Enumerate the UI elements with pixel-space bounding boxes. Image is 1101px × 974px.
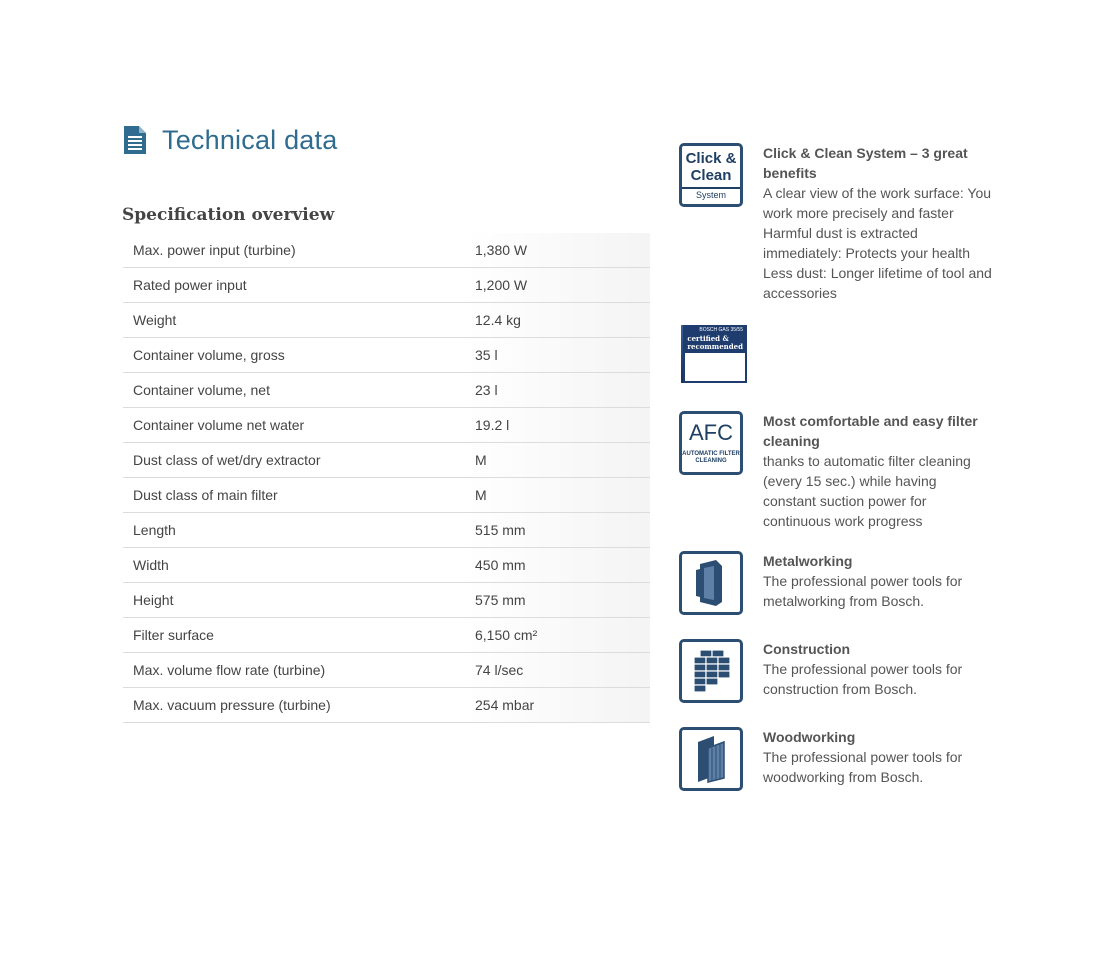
spec-value: M [465,443,650,478]
document-icon [122,124,148,156]
cert-stripe [681,325,683,383]
spec-value: 23 l [465,373,650,408]
table-row [123,653,650,688]
feature-woodworking [679,727,993,791]
table-row [123,548,650,583]
spec-label: Weight [123,303,465,338]
table-row [123,478,650,513]
cert-foot [685,353,745,381]
construction-title: Construction [763,641,851,657]
metalworking-icon [679,551,743,615]
metalworking-title: Metalworking [763,553,853,569]
table-row [123,443,650,478]
cert-body [685,327,745,381]
woodworking-title: Woodworking [763,729,856,745]
click-clean-badge-icon [679,143,743,207]
click-clean-title: Click & Clean System – 3 great benefits [763,145,968,181]
table-row [123,303,650,338]
afc-text-block [763,411,993,531]
spec-value: 35 l [465,338,650,373]
feature-construction [679,639,993,703]
spec-label: Width [123,548,465,583]
afc-badge-main: AFC [689,420,733,445]
spec-label: Dust class of wet/dry extractor [123,443,465,478]
spec-value: 19.2 l [465,408,650,443]
spec-value: 254 mbar [465,688,650,723]
woodworking-text-block [763,727,993,791]
spec-label: Container volume net water [123,408,465,443]
table-row [123,688,650,723]
steel-beam-icon [686,558,736,608]
afc-badge-icon [679,411,743,475]
table-row [123,373,650,408]
page-title: Technical data [162,124,338,155]
woodworking-icon [679,727,743,791]
metalworking-text-block [763,551,993,615]
spec-label: Dust class of main filter [123,478,465,513]
badge-line1: Click & [685,150,737,167]
spec-value: 450 mm [465,548,650,583]
brick-wall-icon [686,646,736,696]
spec-value: 575 mm [465,583,650,618]
table-row [123,513,650,548]
spec-label: Length [123,513,465,548]
metalworking-description: The professional power tools for metalworking from Bosch. [763,573,963,609]
table-row [123,408,650,443]
feature-click-clean [679,143,993,303]
spec-label: Filter surface [123,618,465,653]
spec-table [123,233,650,723]
cert-text: certified & recommended [687,334,743,351]
afc-description: thanks to automatic filter cleaning (every 15 sec.) while having constant suction power for continuous work progress [763,453,971,529]
spec-label: Rated power input [123,268,465,303]
wood-boards-icon [686,734,736,784]
construction-icon [679,639,743,703]
spec-value: 12.4 kg [465,303,650,338]
page-header [122,124,337,156]
spec-value: 1,380 W [465,233,650,268]
spec-label: Height [123,583,465,618]
table-row [123,233,650,268]
spec-value: 515 mm [465,513,650,548]
spec-label: Container volume, gross [123,338,465,373]
spec-label: Max. power input (turbine) [123,233,465,268]
badge-line3: System [682,187,740,200]
table-row [123,268,650,303]
spec-value: 1,200 W [465,268,650,303]
table-row [123,618,650,653]
afc-title: Most comfortable and easy filter cleaning [763,413,978,449]
certified-recommended-logo [681,325,747,383]
spec-value: M [465,478,650,513]
afc-badge-sub: AUTOMATIC FILTER CLEANING [682,451,740,464]
cert-brand: BOSCH GAS 35/55 [685,327,745,333]
spec-label: Max. volume flow rate (turbine) [123,653,465,688]
click-clean-description: A clear view of the work surface: You work more precisely and faster Harmful dust is extracted immediately: Protects your health Less dust: Longer lifetime of tool and accessories [763,185,992,301]
spec-value: 74 l/sec [465,653,650,688]
spec-label: Container volume, net [123,373,465,408]
click-clean-text-block [763,143,993,303]
badge-line2: Clean [690,167,732,184]
woodworking-description: The professional power tools for woodworking from Bosch. [763,749,963,785]
spec-value: 6,150 cm² [465,618,650,653]
construction-text-block [763,639,993,703]
spec-label: Max. vacuum pressure (turbine) [123,688,465,723]
feature-afc [679,411,993,531]
table-row [123,338,650,373]
construction-description: The professional power tools for construction from Bosch. [763,661,963,697]
table-row [123,583,650,618]
spec-heading: Specification overview [122,205,335,225]
feature-metalworking [679,551,993,615]
